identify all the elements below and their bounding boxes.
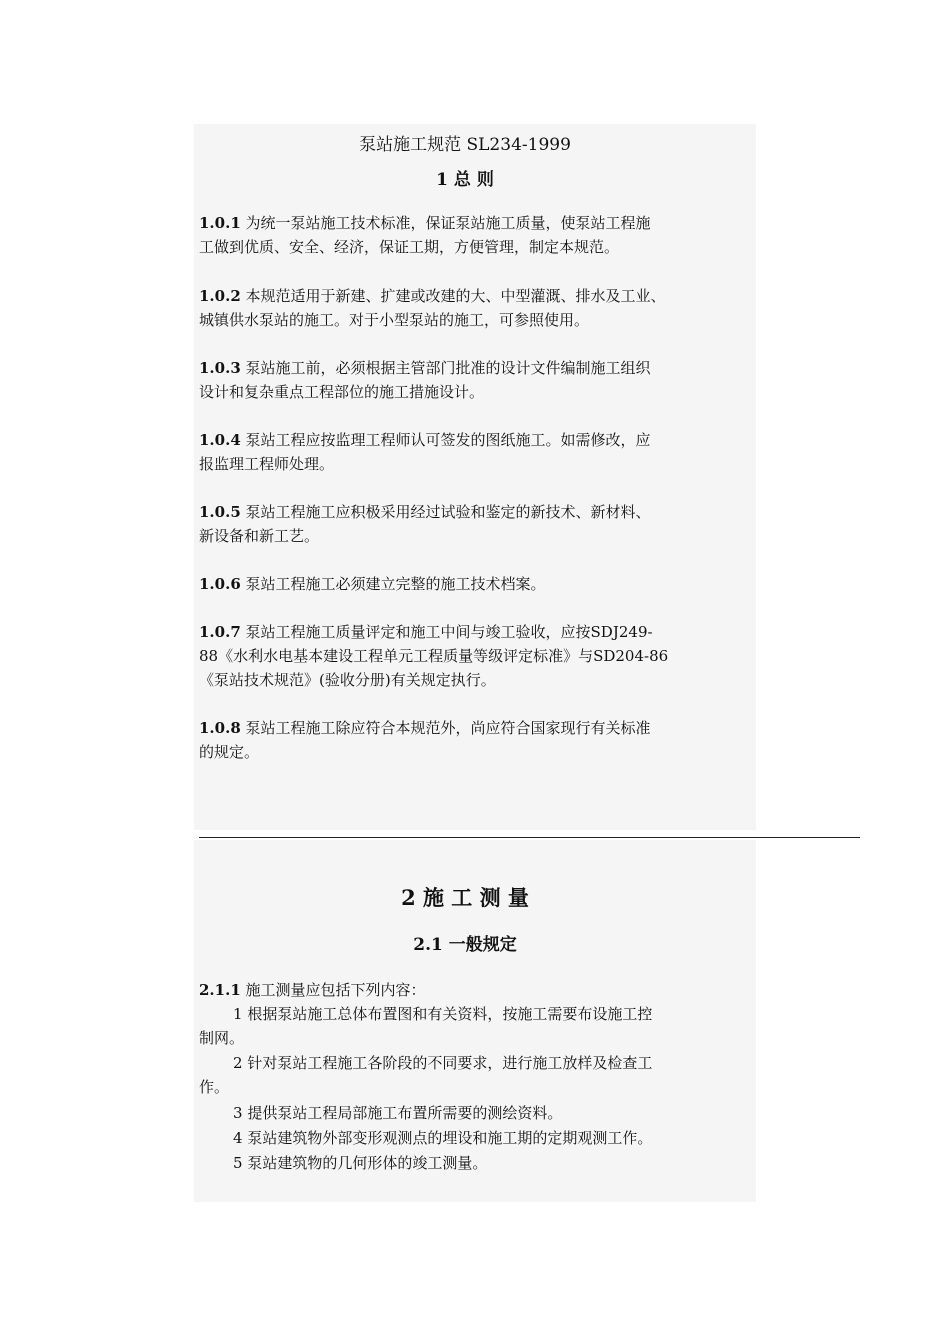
clause-1-0-2-cont: 城镇供水泵站的施工。对于小型泵站的施工，可参照使用。 — [199, 311, 590, 329]
clause-1-0-1-cont: 工做到优质、安全、经济，保证工期，方便管理，制定本规范。 — [199, 238, 620, 256]
clause-1-0-5 — [199, 500, 731, 524]
clause-1-0-7-cont: 88《水利水电基本建设工程单元工程质量等级评定标准》与SD204-86 — [199, 647, 669, 665]
clause-1-0-8 — [199, 716, 731, 740]
clause-1-0-2 — [199, 284, 731, 308]
clause-text: 泵站工程施工应积极采用经过试验和鉴定的新技术、新材料、 — [240, 503, 651, 521]
clause-1-0-7 — [199, 620, 731, 644]
clause-number: 1.0.4 — [199, 431, 241, 449]
chapter-2-heading: 2 施 工 测 量 — [401, 885, 529, 910]
clause-1-0-1 — [199, 211, 731, 235]
clause-text: 为统一泵站施工技术标准，保证泵站施工质量，使泵站工程施 — [240, 214, 651, 232]
clause-number: 1.0.6 — [199, 575, 241, 593]
section-2-1-heading: 2.1 一般规定 — [413, 935, 517, 955]
clause-number: 1.0.5 — [199, 503, 241, 521]
clause-1-0-3 — [199, 356, 731, 380]
clause-text: 泵站工程施工质量评定和施工中间与竣工验收，应按SDJ249- — [240, 623, 653, 641]
clause-text: 施工测量应包括下列内容： — [240, 981, 426, 999]
clause-1-0-8-cont: 的规定。 — [199, 743, 260, 761]
clause-number: 1.0.8 — [199, 719, 241, 737]
clause-number: 1.0.3 — [199, 359, 241, 377]
clause-1-0-3-cont: 设计和复杂重点工程部位的施工措施设计。 — [199, 383, 485, 401]
clause-2-1-1 — [199, 978, 731, 1002]
clause-1-0-5-cont: 新设备和新工艺。 — [199, 527, 320, 545]
section-divider — [199, 837, 860, 838]
clause-number: 1.0.2 — [199, 287, 241, 305]
list-item-cont: 作。 — [199, 1078, 230, 1096]
clause-text: 泵站施工前，必须根据主管部门批准的设计文件编制施工组织 — [240, 359, 651, 377]
list-item: 1 根据泵站施工总体布置图和有关资料，按施工需要布设施工控 — [233, 1005, 653, 1023]
clause-number: 2.1.1 — [199, 981, 241, 999]
clause-1-0-4 — [199, 428, 731, 452]
clause-text: 泵站工程应按监理工程师认可签发的图纸施工。如需修改，应 — [240, 431, 651, 449]
clause-number: 1.0.7 — [199, 623, 241, 641]
clause-number: 1.0.1 — [199, 214, 241, 232]
chapter-1-heading: 1 总 则 — [436, 170, 494, 190]
list-item: 2 针对泵站工程施工各阶段的不同要求，进行施工放样及检查工 — [233, 1054, 653, 1072]
document-title: 泵站施工规范 SL234-1999 — [359, 135, 571, 155]
clause-text: 泵站工程施工必须建立完整的施工技术档案。 — [240, 575, 546, 593]
list-item: 5 泵站建筑物的几何形体的竣工测量。 — [233, 1154, 488, 1172]
clause-1-0-6 — [199, 572, 731, 596]
clause-text: 泵站工程施工除应符合本规范外，尚应符合国家现行有关标准 — [240, 719, 651, 737]
list-item-cont: 制网。 — [199, 1029, 245, 1047]
list-item: 4 泵站建筑物外部变形观测点的埋设和施工期的定期观测工作。 — [233, 1129, 653, 1147]
clause-text: 本规范适用于新建、扩建或改建的大、中型灌溉、排水及工业、 — [240, 287, 666, 305]
clause-1-0-4-cont: 报监理工程师处理。 — [199, 455, 335, 473]
clause-1-0-7-cont2: 《泵站技术规范》(验收分册)有关规定执行。 — [199, 671, 496, 689]
list-item: 3 提供泵站工程局部施工布置所需要的测绘资料。 — [233, 1104, 563, 1122]
